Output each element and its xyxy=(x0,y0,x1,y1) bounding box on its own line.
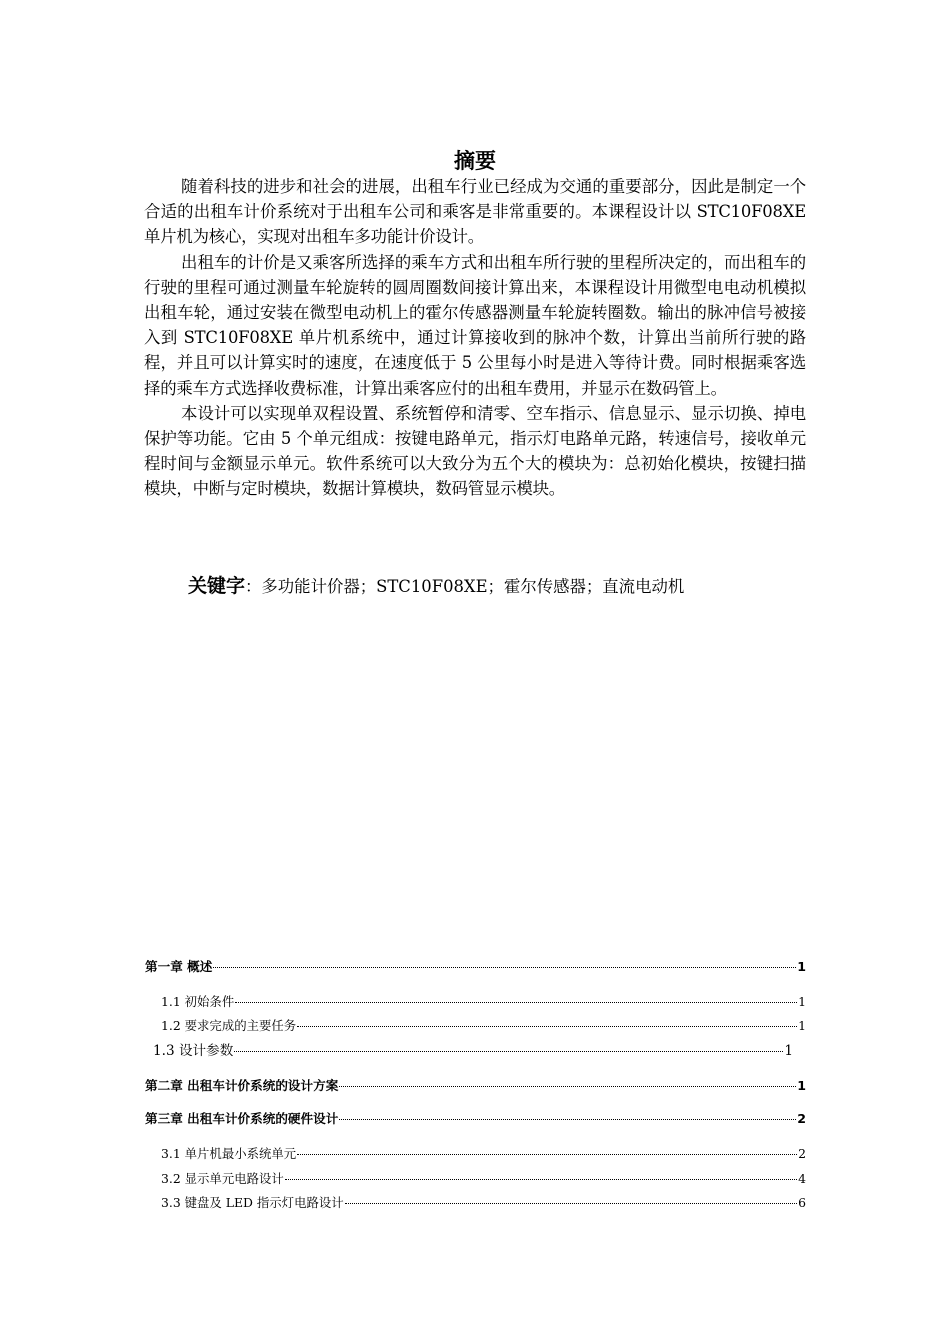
toc-page-number: 2 xyxy=(798,1146,806,1161)
toc-entry-title: 第二章 出租车计价系统的设计方案 xyxy=(145,1078,339,1093)
abstract-paragraph-3: 本设计可以实现单双程设置、系统暂停和清零、空车指示、信息显示、显示切换、掉电保护等功能。它由 5 个单元组成：按键电路单元，指示灯电路单元路，转速信号，接收单元程时间与金额显示单元。软件系统可以大致分为五个大的模块为：总初始化模块，按键扫描模块，中断与定时模块，数据计算模块，数码管显示模块。 xyxy=(144,403,806,499)
toc-entry-title: 1.3 设计参数 xyxy=(153,1043,234,1059)
toc-entry-3-3[interactable] xyxy=(161,1194,806,1212)
toc-dot-leader xyxy=(297,1154,797,1155)
toc-dot-leader xyxy=(297,1026,797,1027)
toc-dot-leader xyxy=(339,1119,796,1120)
toc-page-number: 1 xyxy=(797,1078,806,1093)
toc-entry-3-1[interactable] xyxy=(161,1145,806,1163)
toc-entry-title: 第一章 概述 xyxy=(145,959,213,974)
keywords-label: 关键字 xyxy=(188,575,246,597)
toc-dot-leader xyxy=(234,1051,783,1052)
toc-entry-title: 3.1 单片机最小系统单元 xyxy=(161,1146,297,1161)
toc-dot-leader xyxy=(339,1086,796,1087)
toc-page-number: 1 xyxy=(784,1043,793,1059)
toc-entry-chapter-3[interactable] xyxy=(145,1110,806,1128)
toc-entry-title: 第三章 出租车计价系统的硬件设计 xyxy=(145,1111,339,1126)
toc-page-number: 4 xyxy=(798,1171,806,1186)
abstract-title: 摘要 xyxy=(454,149,496,173)
toc-entry-title: 3.3 键盘及 LED 指示灯电路设计 xyxy=(161,1195,344,1210)
toc-entry-1-1[interactable] xyxy=(161,993,806,1011)
toc-entry-title: 3.2 显示单元电路设计 xyxy=(161,1171,284,1186)
abstract-paragraph-2: 出租车的计价是又乘客所选择的乘车方式和出租车所行驶的里程所决定的，而出租车的行驶的里程可通过测量车轮旋转的圆周圈数间接计算出来，本课程设计用微型电电动机模拟出租车轮，通过安装在微型电动机上的霍尔传感器测量车轮旋转圈数。输出的脉冲信号被接入到 STC10F08XE 单片机系统中，通过计算接收到的脉冲个数，计算出当前所行驶的路程，并且可以计算实时的速度，在速度低于 5 公里每小时是进入等待计费。同时根据乘客选择的乘车方式选择收费标准，计算出乘客应付的出租车费用，并显示在数码管上。 xyxy=(144,252,806,398)
toc-page-number: 1 xyxy=(798,994,806,1009)
toc-entry-3-2[interactable] xyxy=(161,1170,806,1188)
abstract-paragraph-1: 随着科技的进步和社会的进展，出租车行业已经成为交通的重要部分，因此是制定一个合适的出租车计价系统对于出租车公司和乘客是非常重要的。本课程设计以 STC10F08XE 单片机为核心，实现对出租车多功能计价设计。 xyxy=(144,177,806,247)
toc-entry-chapter-2[interactable] xyxy=(145,1077,806,1095)
toc-page-number: 1 xyxy=(798,1018,806,1033)
toc-dot-leader xyxy=(213,967,796,968)
toc-dot-leader xyxy=(235,1002,797,1003)
toc-entry-1-2[interactable] xyxy=(161,1017,806,1035)
toc-page-number: 6 xyxy=(798,1195,806,1210)
toc-dot-leader xyxy=(345,1203,797,1204)
toc-page-number: 1 xyxy=(797,959,806,974)
toc-dot-leader xyxy=(285,1179,797,1180)
keywords-text: ：多功能计价器；STC10F08XE；霍尔传感器；直流电动机 xyxy=(245,577,685,596)
toc-entry-1-3[interactable] xyxy=(153,1042,793,1060)
toc-entry-title: 1.1 初始条件 xyxy=(161,994,235,1009)
toc-entry-chapter-1[interactable] xyxy=(145,958,806,976)
toc-entry-title: 1.2 要求完成的主要任务 xyxy=(161,1018,297,1033)
toc-page-number: 2 xyxy=(797,1111,806,1126)
